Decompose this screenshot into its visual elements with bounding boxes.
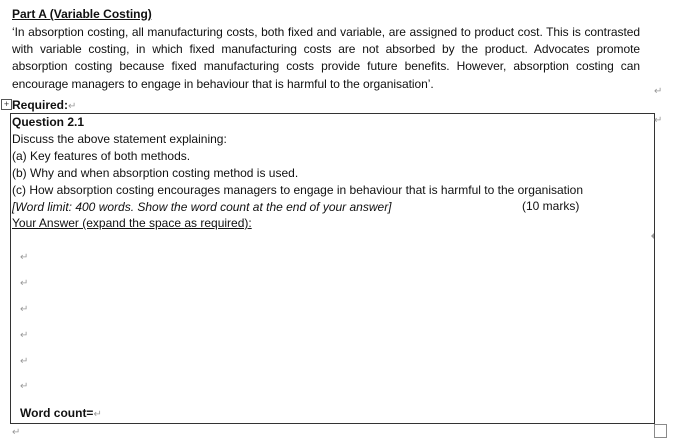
table-resize-handle-icon[interactable]	[654, 424, 667, 438]
question-intro: Discuss the above statement explaining:	[12, 132, 227, 146]
intro-paragraph: ‘In absorption costing, all manufacturing costs, both fixed and variable, are assigned to product cost. This is contrasted with variable costing, in which fixed manufacturing costs are not absorbed by the product. Advocates promote absorption costing because fixed manufacturing costs provide future benefits. However, absorption costing can encourage managers to engage in behaviour that is harmful to the organisation’.	[12, 25, 640, 91]
required-label	[12, 98, 76, 112]
empty-paragraph-mark[interactable]: ↵	[20, 381, 29, 392]
part-a-heading: Part A (Variable Costing)	[12, 7, 152, 21]
word-limit-instruction: [Word limit: 400 words. Show the word count at the end of your answer]	[12, 200, 392, 214]
empty-paragraph-mark[interactable]: ↵	[20, 252, 29, 263]
paragraph-mark: ↵	[654, 86, 663, 97]
word-count-label: Word count=	[20, 406, 94, 420]
answer-label: Your Answer (expand the space as required):	[12, 216, 252, 230]
empty-paragraph-mark[interactable]: ↵	[20, 356, 29, 367]
question-item-a: (a) Key features of both methods.	[12, 149, 191, 163]
question-item-c: (c) How absorption costing encourages managers to engage in behaviour that is harmful to the organisation	[12, 183, 584, 197]
row-end-mark: ↵	[654, 115, 663, 126]
table-side-notch	[651, 233, 654, 239]
required-text: Required:	[12, 98, 69, 112]
word-count	[20, 406, 102, 420]
table-move-handle-icon[interactable]: +	[1, 99, 12, 110]
question-item-b: (b) Why and when absorption costing method is used.	[12, 166, 299, 180]
empty-paragraph-mark[interactable]: ↵	[20, 304, 29, 315]
paragraph-mark: ↵	[93, 409, 102, 420]
marks-label: (10 marks)	[522, 199, 580, 213]
question-title: Question 2.1	[12, 115, 85, 129]
empty-paragraph-mark[interactable]: ↵	[20, 278, 29, 289]
document-end-mark: ↵	[12, 427, 21, 438]
empty-paragraph-mark[interactable]: ↵	[20, 330, 29, 341]
paragraph-mark: ↵	[68, 101, 77, 112]
